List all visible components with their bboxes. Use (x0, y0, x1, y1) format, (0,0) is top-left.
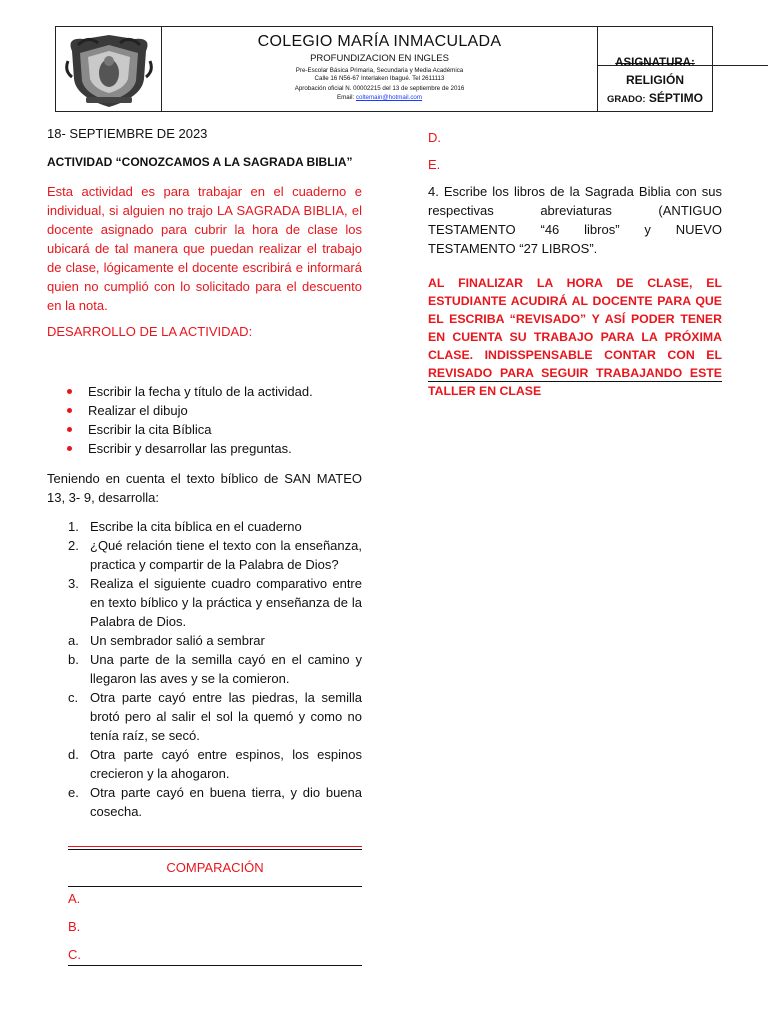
instructions-list (65, 382, 365, 458)
development-heading: DESARROLLO DE LA ACTIVIDAD: (47, 324, 253, 339)
list-item: Escribir la fecha y título de la actividad. (65, 382, 365, 401)
comparison-line (68, 886, 362, 887)
comparison-item-b: B. (68, 919, 81, 934)
school-approval: Aprobación oficial N. 00002215 del 13 de septiembre de 2016 (294, 85, 465, 92)
school-address: Calle 16 N56-67 Interlaken Ibagué. Tel 2611113 (314, 75, 445, 82)
school-subtitle: PROFUNDIZACION EN INGLES (310, 53, 449, 64)
school-levels: Pre-Escolar Básica Primaria, Secundaria y Media Académica (295, 67, 464, 74)
notice-underline (428, 381, 722, 382)
list-item: Escribir la cita Bíblica (65, 420, 365, 439)
comparison-bottom-line (68, 965, 362, 966)
list-item: d. Otra parte cayó entre espinos, los espinos crecieron y la ahogaron. (68, 747, 362, 781)
intro-paragraph: Esta actividad es para trabajar en el cuaderno e individual, si alguien no trajo LA SAGRADA BIBLIA, el docente asignado para cubrir la hora de clase los ubicará de tal manera que puedan realizar el trabajo de clase, lógicamente el docente escribirá e informará quien no cumplió con lo solicitado para el descuento en la nota. (47, 184, 362, 313)
header-table (55, 26, 713, 112)
subject-value: RELIGIÓN (625, 73, 684, 87)
school-name: COLEGIO MARÍA INMACULADA (257, 33, 502, 50)
subject-label: ASIGNATURA: (615, 57, 695, 69)
comparison-item-c: C. (68, 947, 81, 962)
school-info-cell (162, 27, 598, 111)
grade-line (598, 91, 712, 105)
list-item: 1. Escribe la cita bíblica en el cuaderno (68, 519, 302, 534)
list-item: Escribir y desarrollar las preguntas. (65, 439, 365, 458)
subject-cell (598, 27, 712, 111)
email-label: Email: (336, 94, 355, 101)
email-link[interactable]: coltemain@hotmail.com (355, 94, 423, 101)
school-email-line (162, 94, 597, 101)
question-four: 4. Escribe los libros de la Sagrada Biblia con sus respectivas abreviaturas (ANTIGUO TESTAMENTO “46 libros” y NUEVO TESTAMENTO “27 LIBROS”. (428, 184, 722, 256)
list-item: e. Otra parte cayó en buena tierra, y dio buena cosecha. (68, 785, 362, 819)
logo-cell (56, 27, 162, 111)
separator-line (68, 849, 362, 850)
grade-label: GRADO: (607, 94, 646, 105)
date: 18- SEPTIEMBRE DE 2023 (47, 126, 208, 141)
comparison-item-d: D. (428, 130, 441, 145)
list-item: b. Una parte de la semilla cayó en el camino y llegaron las aves y se la comieron. (68, 652, 362, 686)
questions-list (68, 517, 362, 821)
school-crest-logo (64, 31, 154, 109)
grade-value: SÉPTIMO (648, 91, 703, 105)
comparison-item-a: A. (68, 891, 81, 906)
activity-title: ACTIVIDAD “CONOZCAMOS A LA SAGRADA BIBLIA” (47, 155, 353, 169)
list-item: a. Un sembrador salió a sembrar (68, 633, 265, 648)
list-item: c. Otra parte cayó entre las piedras, la semilla brotó pero al salir el sol la quemó y como no tenía raíz, se secó. (68, 690, 362, 743)
context-paragraph: Teniendo en cuenta el texto bíblico de SAN MATEO 13, 3- 9, desarrolla: (47, 471, 362, 505)
list-item: 3. Realiza el siguiente cuadro comparativo entre en texto bíblico y la práctica y enseñanza de la Palabra de Dios. (68, 576, 362, 629)
list-item: 2. ¿Qué relación tiene el texto con la enseñanza, practica y compartir de la Palabra de Dios? (68, 538, 362, 572)
separator-red-line (68, 846, 362, 847)
list-item: Realizar el dibujo (65, 401, 365, 420)
comparison-item-e: E. (428, 157, 441, 172)
notice-paragraph: AL FINALIZAR LA HORA DE CLASE, EL ESTUDIANTE ACUDIRÁ AL DOCENTE PARA QUE EL ESCRIBA “REVISADO” Y ASÍ PODER TENER EN CUENTA SU TRABAJO PARA LA PRÓXIMA CLASE. INDISSPENSABLE CONTAR CON EL REVISADO PARA SEGUIR TRABAJANDO ESTE TALLER EN CLASE (428, 276, 722, 398)
comparison-title: COMPARACIÓN (166, 860, 264, 875)
